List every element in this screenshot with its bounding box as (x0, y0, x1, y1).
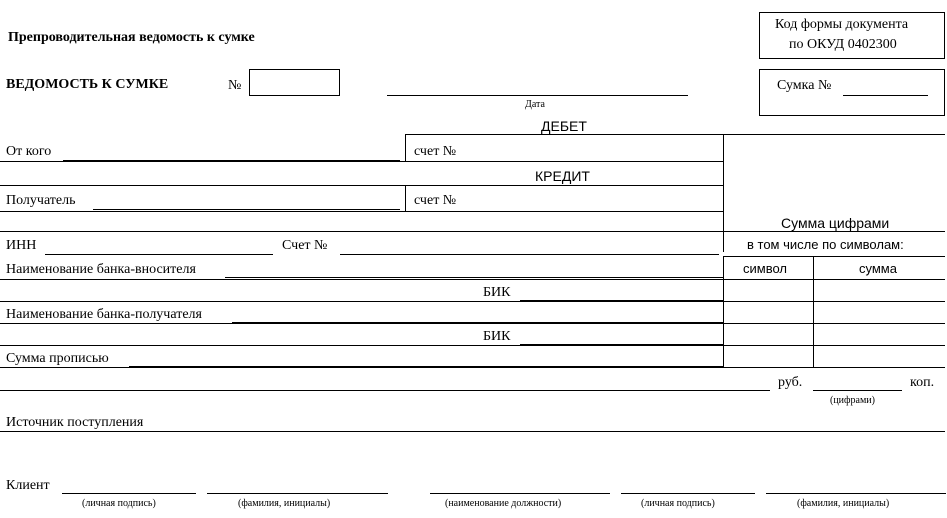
symbols-row-3 (723, 323, 945, 324)
amount-words-label: Сумма прописью (6, 351, 109, 366)
personal-signature-caption-1: (личная подпись) (82, 498, 156, 509)
account-label: Счет № (282, 238, 328, 253)
statement-number-field[interactable] (249, 69, 340, 96)
bag-number-line[interactable] (843, 95, 928, 96)
position-caption: (наименование должности) (445, 498, 562, 509)
from-label: От кого (6, 144, 52, 159)
symbols-row-4 (723, 345, 945, 346)
personal-signature-caption-2: (личная подпись) (641, 498, 715, 509)
symbol-column-header: символ (743, 261, 787, 276)
recipient-bank-label: Наименование банка-получателя (6, 307, 202, 322)
source-field[interactable] (0, 431, 945, 432)
credit-top-line (0, 185, 724, 186)
client-label: Клиент (6, 478, 50, 493)
inn-field[interactable] (45, 254, 273, 255)
bik-label-1: БИК (483, 285, 511, 300)
bik-row-1-bottom (0, 301, 724, 302)
debit-label: ДЕБЕТ (541, 118, 587, 134)
debit-top-line (405, 134, 945, 135)
debit-account-divider (405, 134, 406, 161)
bik-row-2-bottom (0, 345, 724, 346)
right-panel-left-border (723, 134, 724, 252)
client-name-line[interactable] (207, 493, 388, 494)
source-label: Источник поступления (6, 415, 144, 430)
debit-account-label: счет № (414, 144, 457, 159)
number-sign: № (228, 78, 242, 93)
officer-signature-line[interactable] (621, 493, 755, 494)
credit-label: КРЕДИТ (535, 168, 590, 184)
amount-words-row-bottom (0, 367, 945, 368)
client-signature-line[interactable] (62, 493, 196, 494)
officer-name-line[interactable] (766, 493, 946, 494)
recipient-field[interactable] (93, 209, 400, 210)
bik-label-2: БИК (483, 329, 511, 344)
kop-figures-field[interactable] (813, 390, 902, 391)
inn-row-top (0, 231, 945, 232)
symbols-table-left (723, 256, 724, 367)
form-code-line2: по ОКУД 0402300 (789, 37, 897, 52)
amount-figures-label: Сумма цифрами (781, 215, 890, 231)
name-initials-caption-1: (фамилия, инициалы) (238, 498, 331, 509)
account-field[interactable] (340, 254, 719, 255)
bag-label: Сумка № (777, 78, 832, 93)
name-initials-caption-2: (фамилия, инициалы) (797, 498, 890, 509)
recipient-label: Получатель (6, 193, 76, 208)
from-row-bottom (0, 161, 724, 162)
kop-label: коп. (910, 375, 935, 390)
depositor-bank-label: Наименование банка-вносителя (6, 262, 196, 277)
credit-account-label: счет № (414, 193, 457, 208)
symbols-table-mid (813, 256, 814, 367)
position-line[interactable] (430, 493, 610, 494)
date-line[interactable] (387, 95, 688, 96)
depositor-bank-field[interactable] (225, 277, 723, 278)
symbols-row-1 (723, 279, 945, 280)
sum-column-header: сумма (859, 261, 897, 276)
depositor-bank-row-bottom (0, 279, 724, 280)
statement-label: ВЕДОМОСТЬ К СУМКЕ (6, 77, 169, 92)
symbols-row-2 (723, 301, 945, 302)
form-title: Препроводительная ведомость к сумке (8, 30, 255, 45)
amount-words-continuation[interactable] (0, 390, 770, 391)
credit-account-divider (405, 185, 406, 211)
form-code-line1: Код формы документа (775, 17, 909, 32)
date-caption: Дата (525, 99, 545, 110)
recipient-bank-row-bottom (0, 323, 724, 324)
inn-label: ИНН (6, 238, 37, 253)
recipient-row-bottom (0, 211, 724, 212)
symbols-table-top (723, 256, 945, 257)
by-symbols-label: в том числе по символам: (747, 237, 904, 252)
figures-caption: (цифрами) (830, 395, 875, 406)
rub-label: руб. (778, 375, 803, 390)
